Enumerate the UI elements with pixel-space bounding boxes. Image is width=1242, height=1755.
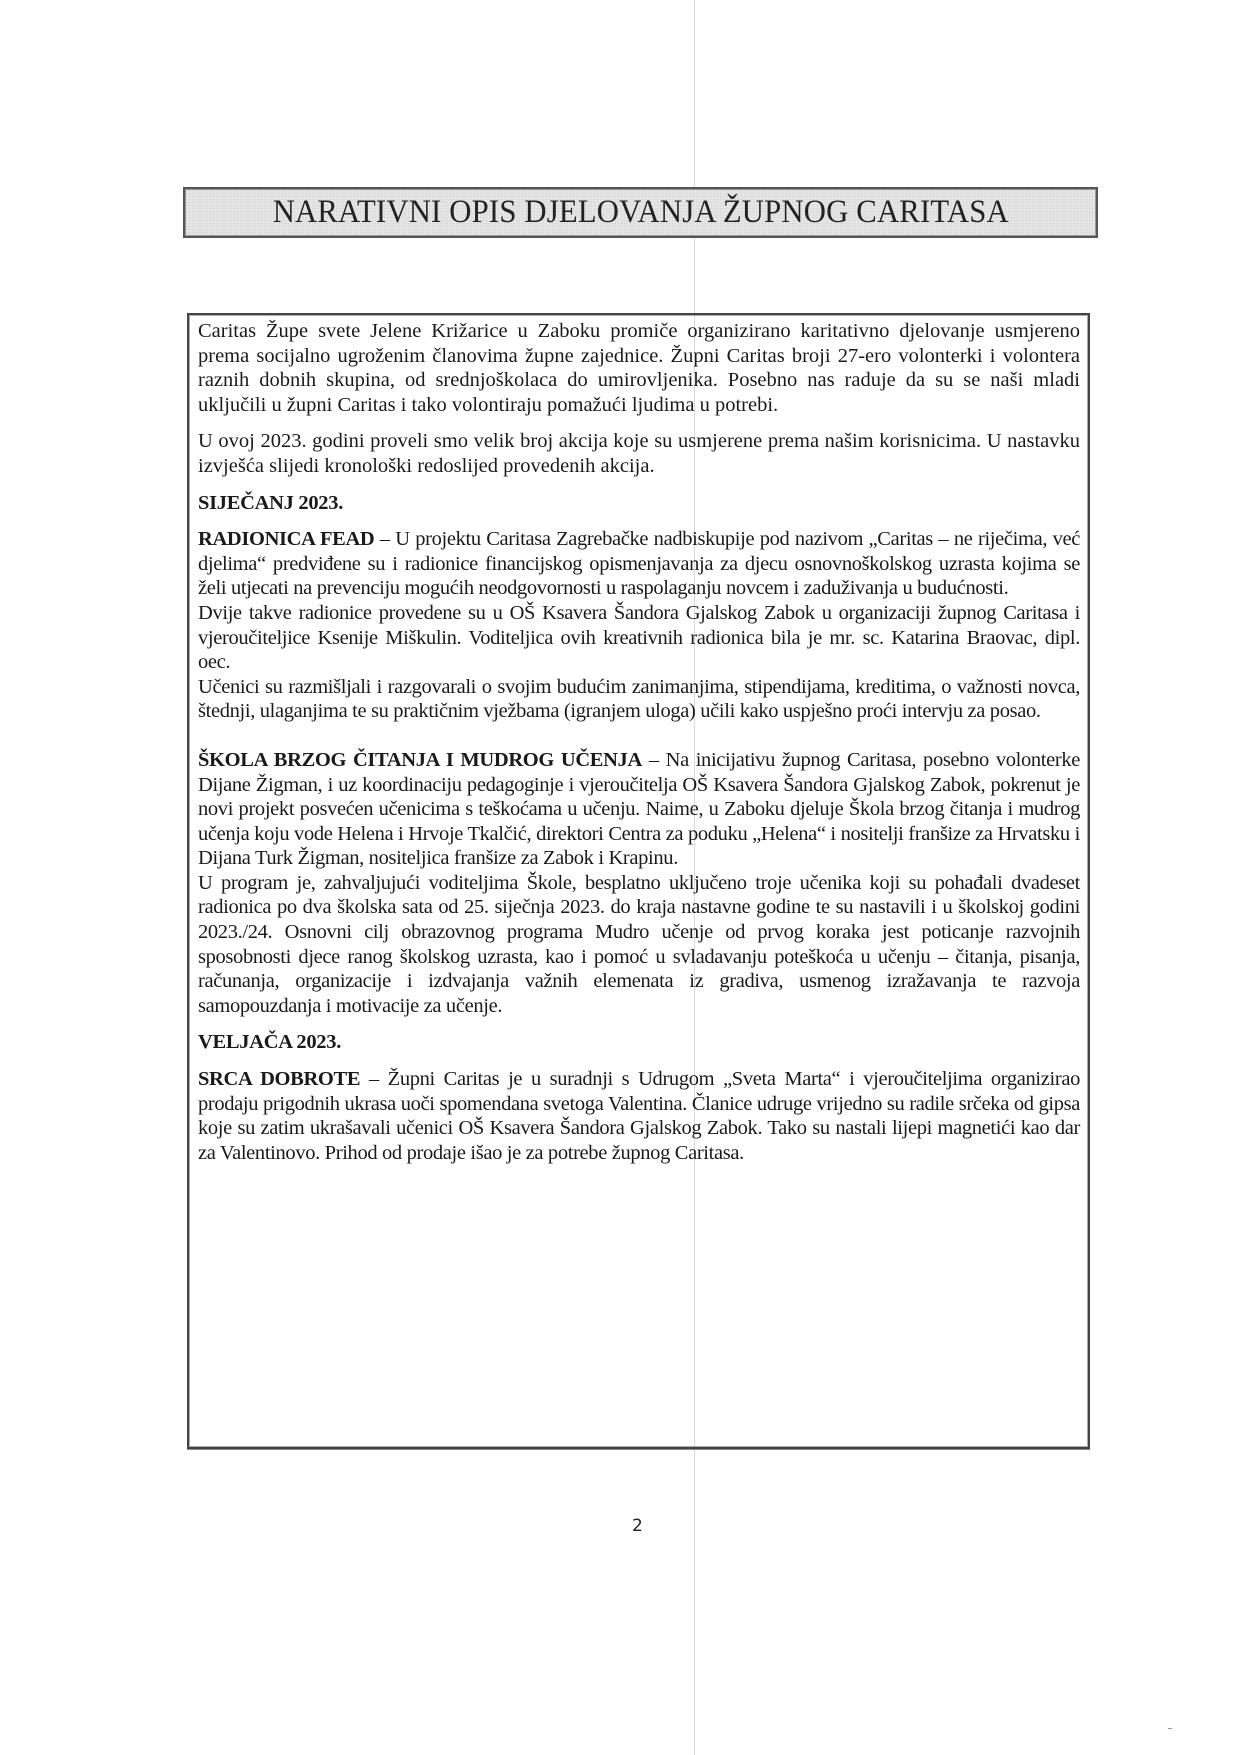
activity-paragraph: SRCA DOBROTE – Župni Caritas je u suradnji s Udrugom „Sveta Marta“ i vjeroučiteljima organizirao prodaju prigodnih ukrasa uoči spomendana svetoga Valentina. Članice udruge vrijedno su radile srčeka od gipsa koje su zatim ukrašavali učenici OŠ Ksavera Šandora Gjalskog Zabok. Tako su nastali lijepi magnetići kao dar za Valentinovo. Prihod od prodaje išao je za potrebe župnog Caritasa. [198,1068,1080,1164]
activity-paragraph: Dvije takve radionice provedene su u OŠ Ksavera Šandora Gjalskog Zabok u organizaciji župnog Caritasa i vjeroučiteljice Ksenije Miškulin. Voditeljica ovih kreativnih radionica bila je mr. sc. Katarina Braovac, dipl. oec. [198,601,1080,674]
activity-paragraph: RADIONICA FEAD – U projektu Caritasa Zagrebačke nadbiskupije pod nazivom „Caritas – ne riječima, već djelima“ predviđene su i radionice financijskog opismenjavanja za djecu osnovnoškolskog uzrasta kojima se želi utjecati na prevenciju mogućih neodgovornosti u raspolaganju novcem i zaduživanja u budućnosti. [198,528,1080,600]
activity-paragraph: ŠKOLA BRZOG ČITANJA I MUDROG UČENJA – Na inicijativu župnog Caritasa, posebno volonterke Dijane Žigman, i uz koordinaciju pedagoginje i vjeroučitelja OŠ Ksavera Šandora Gjalskog Zabok, pokrenut je novi projekt posvećen učenicima s teškoćama u učenju. Naime, u Zaboku djeluje Škola brzog čitanja i mudrog učenja koju vode Helena i Hrvoje Tkalčić, direktori Centra za poduku „Helena“ i nositelji franšize za Hrvatsku i Dijana Turk Žigman, nositeljica franšize za Zabok i Krapinu. [198,748,1080,870]
activity-heading: RADIONICA FEAD [198,528,375,551]
activity-paragraph: U program je, zahvaljujući voditeljima Škole, besplatno uključeno troje učenika koji su pohađali dvadeset radionica po dva školska sata od 25. siječnja 2023. do kraja nastavne godine te su nastavili i u školskoj godini 2023./24. Osnovni cilj obrazovnog programa Mudro učenje od prvog koraka jest poticanje razvojnih sposobnosti djece ranog školskog uzrasta, kao i pomoć u svladavanju poteškoća u učenju – čitanja, pisanja, računanja, organizacije i izdvajanja važnih elemenata iz gradiva, usmenog izražavanja te razvoja samopouzdanja i motivacije za učenje. [198,871,1080,1017]
narrative-box [187,313,1090,1449]
page-title: NARATIVNI OPIS DJELOVANJA ŽUPNOG CARITASA [272,194,1009,230]
activity-heading: SRCA DOBROTE [198,1068,361,1091]
month-heading: SIJEČANJ 2023. [198,491,344,514]
activity-heading: ŠKOLA BRZOG ČITANJA I MUDROG UČENJA [198,748,642,771]
month-heading: VELJAČA 2023. [198,1031,342,1054]
intro-paragraph: Caritas Župe svete Jelene Križarice u Zaboku promiče organizirano karitativno djelovanje usmjereno prema socijalno ugroženim članovima župne zajednice. Župni Caritas broji 27-ero volonterki i volontera raznih dobnih skupina, od srednjoškolaca do umirovljenika. Posebno nas raduje da su se naši mladi uključili u župni Caritas i tako volontiraju pomažući ljudima u potrebi. [198,320,1080,416]
intro-paragraph: U ovoj 2023. godini proveli smo velik broj akcija koje su usmjerene prema našim korisnicima. U nastavku izvješća slijedi kronološki redoslijed provedenih akcija. [198,430,1080,477]
page-number: 2 [632,1516,643,1536]
title-box [183,187,1098,238]
activity-paragraph: Učenici su razmišljali i razgovarali o svojim budućim zanimanjima, stipendijama, kreditima, o važnosti novca, štednji, ulaganjima te su praktičnim vježbama (igranjem uloga) učili kako uspješno proći intervju za posao. [198,675,1080,723]
scan-mark [1168,1728,1172,1729]
